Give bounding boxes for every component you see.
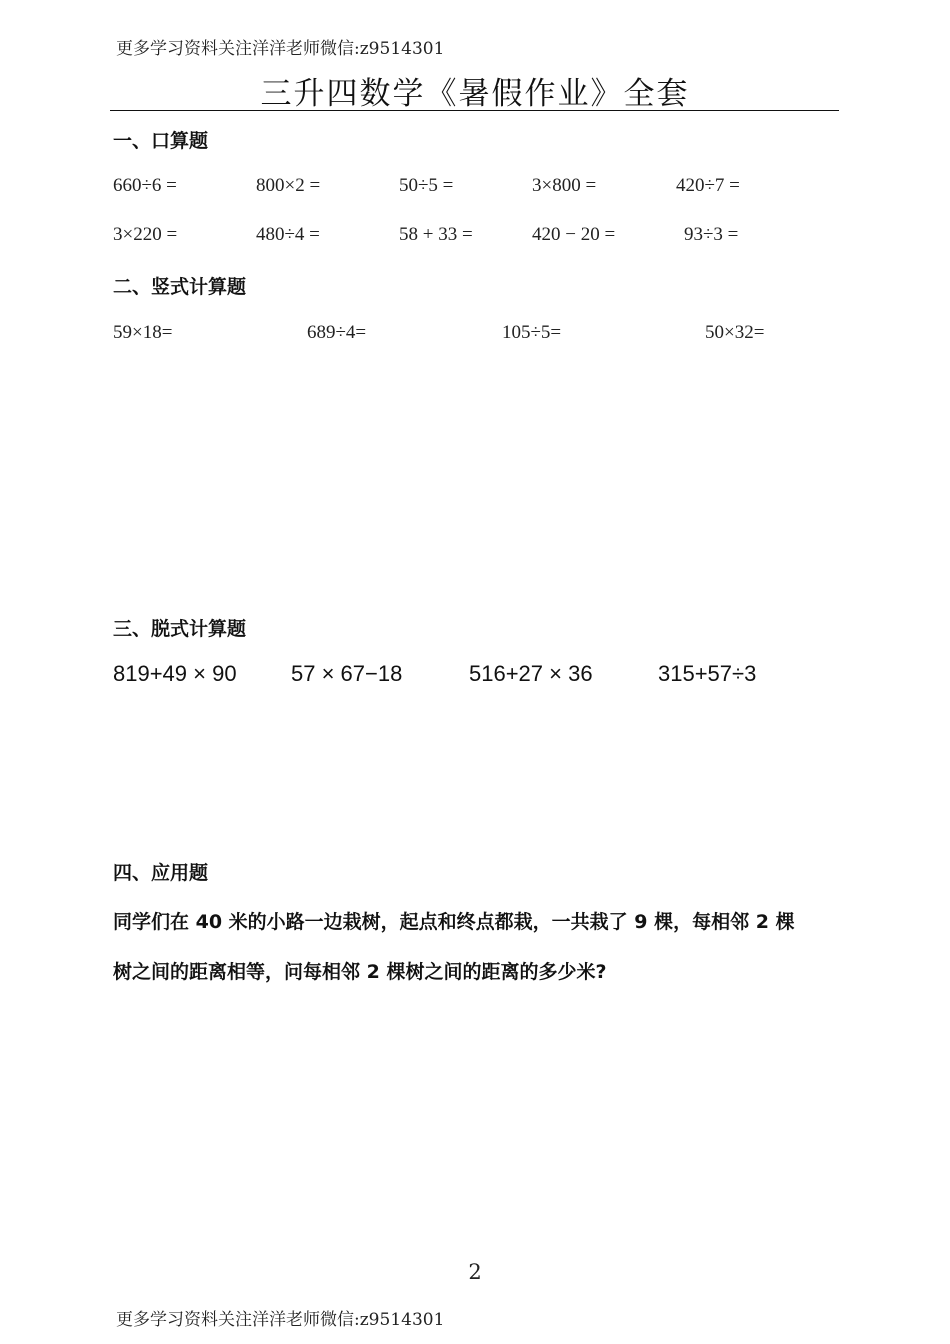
stepwise-problem: 57 × 67−18 bbox=[291, 661, 403, 686]
word-problem-line: 同学们在 40 米的小路一边栽树，起点和终点都栽，一共栽了 9 棵，每相邻 2 棵 bbox=[113, 911, 795, 933]
vertical-problem: 50×32= bbox=[705, 322, 765, 343]
stepwise-problem: 819+49 × 90 bbox=[113, 661, 237, 686]
word-problem-line: 树之间的距离相等，问每相邻 2 棵树之间的距离的多少米? bbox=[113, 961, 607, 983]
document-title: 三升四数学《暑假作业》全套 bbox=[260, 76, 690, 112]
title-divider bbox=[110, 110, 839, 111]
header-note: 更多学习资料关注洋洋老师微信:z9514301 bbox=[116, 39, 445, 59]
oral-problem: 800×2 = bbox=[256, 175, 321, 196]
section-heading-stepwise: 三、脱式计算题 bbox=[113, 618, 247, 640]
vertical-problem: 689÷4= bbox=[307, 322, 367, 343]
vertical-problem: 105÷5= bbox=[502, 322, 562, 343]
page-number: 2 bbox=[468, 1260, 482, 1284]
oral-problem: 50÷5 = bbox=[399, 175, 454, 196]
oral-problem: 420÷7 = bbox=[676, 175, 740, 196]
section-heading-vertical: 二、竖式计算题 bbox=[113, 276, 247, 298]
vertical-problem: 59×18= bbox=[113, 322, 173, 343]
stepwise-problem: 516+27 × 36 bbox=[469, 661, 593, 686]
oral-problem: 3×800 = bbox=[532, 175, 597, 196]
section-heading-word: 四、应用题 bbox=[113, 862, 209, 884]
oral-problem: 660÷6 = bbox=[113, 175, 177, 196]
section-heading-oral: 一、口算题 bbox=[113, 130, 209, 152]
stepwise-problem: 315+57÷3 bbox=[658, 661, 757, 686]
oral-problem: 480÷4 = bbox=[256, 224, 320, 245]
footer-note: 更多学习资料关注洋洋老师微信:z9514301 bbox=[116, 1310, 445, 1330]
oral-problem: 58 + 33 = bbox=[399, 224, 473, 245]
oral-problem: 3×220 = bbox=[113, 224, 178, 245]
oral-problem: 420 − 20 = bbox=[532, 224, 616, 245]
oral-problem: 93÷3 = bbox=[684, 224, 739, 245]
